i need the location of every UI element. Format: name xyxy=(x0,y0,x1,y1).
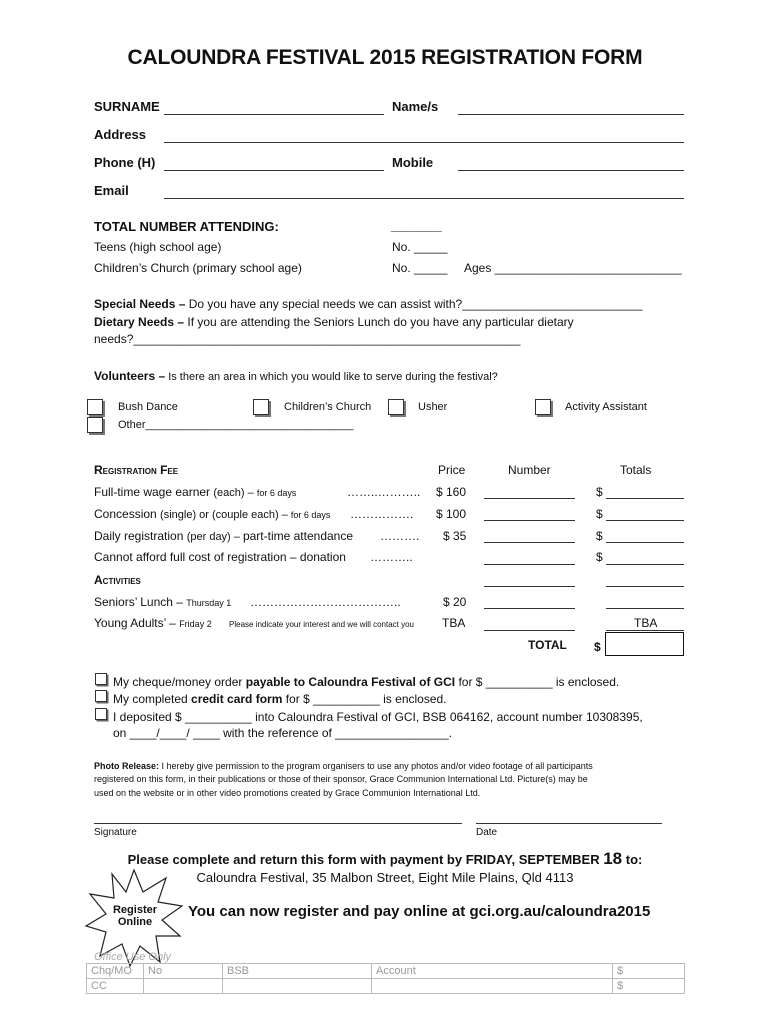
fee-number-field[interactable] xyxy=(484,564,575,565)
register-online-line-2: Online xyxy=(117,916,153,928)
office-cell: CC xyxy=(87,979,144,994)
fee-qualifier: (per day) – xyxy=(186,531,243,543)
fee-label: Full-time wage earner xyxy=(94,485,214,499)
fee-label: Daily registration xyxy=(94,529,187,543)
number-header: Number xyxy=(508,463,551,477)
volunteers-label: Volunteers – xyxy=(94,369,166,383)
dietary-needs-label: Dietary Needs – xyxy=(94,315,185,329)
volunteers-row xyxy=(94,369,498,383)
fee-total-field[interactable] xyxy=(606,498,684,499)
teens-number-field[interactable]: No. _____ xyxy=(392,240,448,254)
page-title: CALOUNDRA FESTIVAL 2015 REGISTRATION FORM xyxy=(127,46,643,69)
fee-price: $ 35 xyxy=(443,529,467,543)
cheque-amount: for $ __________ is enclosed. xyxy=(455,675,620,689)
photo-release-label: Photo Release: xyxy=(94,761,160,771)
fee-dollar: $ xyxy=(596,529,603,543)
cheque-checkbox[interactable] xyxy=(95,673,107,685)
needs-field[interactable]: needs?__________________________________________________________ xyxy=(94,332,521,346)
return-day: 18 xyxy=(603,849,623,868)
credit-amount: for $ __________ is enclosed. xyxy=(282,692,447,706)
fee-price: $ 100 xyxy=(436,507,467,521)
bush-dance-label: Bush Dance xyxy=(118,401,178,413)
fee-dots: ……..……….. xyxy=(347,485,421,499)
return-text: Please complete and return this form with payment by FRIDAY, SEPTEMBER xyxy=(127,852,604,867)
grand-total-field[interactable] xyxy=(605,632,684,656)
cheque-payee: payable to Caloundra Festival of GCI xyxy=(245,675,456,689)
bush-dance-checkbox[interactable] xyxy=(87,399,103,415)
seniors-price: $ 20 xyxy=(443,595,467,609)
surname-field[interactable] xyxy=(164,114,384,115)
email-field[interactable] xyxy=(164,198,684,199)
young-adults-total: TBA xyxy=(634,616,658,630)
address-label: Address xyxy=(94,127,147,142)
fee-number-field[interactable] xyxy=(484,542,575,543)
photo-release-text-1: I hereby give permission to the program organisers to use any photos and/or video footage of all participants xyxy=(159,761,593,771)
register-online-badge[interactable] xyxy=(110,904,160,928)
price-header: Price xyxy=(438,463,466,477)
fee-dots: ……….. xyxy=(370,550,413,564)
cheque-text-a: My cheque/money order xyxy=(113,675,246,689)
fee-dollar: $ xyxy=(596,485,603,499)
total-dollar: $ xyxy=(594,640,601,654)
date-label: Date xyxy=(476,827,498,838)
fee-price: $ 160 xyxy=(436,485,467,499)
activity-assistant-checkbox[interactable] xyxy=(535,399,551,415)
mobile-field[interactable] xyxy=(458,170,684,171)
activities-number-field[interactable] xyxy=(484,586,575,587)
seniors-total-field[interactable] xyxy=(606,608,684,609)
signature-field[interactable] xyxy=(94,823,462,824)
fee-total-field[interactable] xyxy=(606,520,684,521)
young-adults-total-line xyxy=(606,630,684,631)
fee-duration: for 6 days xyxy=(256,488,297,498)
registration-fee-heading: Registration Fee xyxy=(94,463,179,477)
young-adults-day: Friday 2 xyxy=(179,619,212,629)
special-needs-row[interactable] xyxy=(94,297,642,311)
surname-label: SURNAME xyxy=(94,99,160,114)
total-label: TOTAL xyxy=(528,638,567,652)
office-cell xyxy=(144,979,223,994)
totals-header: Totals xyxy=(620,463,652,477)
young-adults-label xyxy=(94,616,212,630)
young-adults-number-field[interactable] xyxy=(484,630,575,631)
mobile-label: Mobile xyxy=(392,155,434,170)
office-cell xyxy=(223,979,372,994)
email-label: Email xyxy=(94,183,129,198)
fee-duration: for 6 days xyxy=(290,510,331,520)
return-instructions xyxy=(0,849,770,869)
seniors-lunch-day: Thursday 1 xyxy=(186,598,232,608)
young-adults-note: Please indicate your interest and we will contact you xyxy=(229,620,414,629)
activity-assistant-label: Activity Assistant xyxy=(565,401,647,413)
teens-label: Teens (high school age) xyxy=(94,240,222,254)
fee-dots: ………. xyxy=(380,529,420,543)
fee-duration: part-time attendance xyxy=(242,529,354,543)
date-field[interactable] xyxy=(476,823,662,824)
fee-dollar: $ xyxy=(596,550,603,564)
deposit-text: I deposited $ __________ into Caloundra Festival of GCI, BSB 064162, account number 10308395, xyxy=(113,710,643,724)
young-adults-title: Young Adults’ – xyxy=(94,616,180,630)
total-attending-field[interactable]: _______ xyxy=(391,218,442,233)
seniors-number-field[interactable] xyxy=(484,608,575,609)
other-field[interactable]: Other__________________________________ xyxy=(118,419,354,431)
fee-row-concession xyxy=(94,507,330,521)
fee-number-field[interactable] xyxy=(484,498,575,499)
photo-release-line-3: used on the website or in other video promotions created by Grace Communion International Ltd. xyxy=(94,788,481,798)
office-cell: Chq/MO xyxy=(87,964,144,979)
fee-row-donation: Cannot afford full cost of registration – donation xyxy=(94,550,346,564)
credit-card-form-label: credit card form xyxy=(191,692,283,706)
volunteers-text: Is there an area in which you would like to serve during the festival? xyxy=(165,371,498,383)
seniors-lunch-label xyxy=(94,595,231,609)
children-label: Children’s Church (primary school age) xyxy=(94,261,302,275)
address-field[interactable] xyxy=(164,142,684,143)
children-number-field[interactable]: No. _____ xyxy=(392,261,448,275)
names-field[interactable] xyxy=(458,114,684,115)
attending-heading: TOTAL NUMBER ATTENDING: xyxy=(94,219,279,234)
deposit-checkbox[interactable] xyxy=(95,708,107,720)
office-cell: BSB xyxy=(223,964,372,979)
return-address: Caloundra Festival, 35 Malbon Street, Eight Mile Plains, Qld 4113 xyxy=(196,870,574,885)
phone-field[interactable] xyxy=(164,170,384,171)
usher-checkbox[interactable] xyxy=(388,399,404,415)
office-cell: Account xyxy=(372,964,613,979)
office-use-heading: Office Use Only xyxy=(94,951,172,963)
fee-number-field[interactable] xyxy=(484,520,575,521)
activities-total-field[interactable] xyxy=(606,586,684,587)
office-cell: No xyxy=(144,964,223,979)
fee-total-field[interactable] xyxy=(606,564,684,565)
fee-dollar: $ xyxy=(596,507,603,521)
childrens-church-label: Children’s Church xyxy=(284,401,372,413)
usher-label: Usher xyxy=(418,401,448,413)
credit-card-text xyxy=(113,692,447,706)
photo-release-line-2: registered on this form, in their publications or those of their sponsor, Grace Communion International Ltd. Picture(s) may be xyxy=(94,774,588,784)
special-needs-text: Do you have any special needs we can assist with?___________________________ xyxy=(185,297,643,311)
ages-field[interactable]: Ages ____________________________ xyxy=(464,261,682,275)
signature-label: Signature xyxy=(94,827,137,838)
return-to: to: xyxy=(622,852,643,867)
office-cell: $ xyxy=(613,979,685,994)
phone-label: Phone (H) xyxy=(94,155,156,170)
fee-dots: ……………. xyxy=(350,507,414,521)
seniors-dots: ……………………………….. xyxy=(250,595,401,609)
office-cell: $ xyxy=(613,964,685,979)
other-checkbox[interactable] xyxy=(87,417,103,433)
fee-qualifier: (each) – xyxy=(213,487,257,499)
online-registration-link[interactable]: You can now register and pay online at gci.org.au/caloundra2015 xyxy=(188,903,651,920)
seniors-lunch-title: Seniors’ Lunch – xyxy=(94,595,187,609)
dietary-needs-text: If you are attending the Seniors Lunch do you have any particular dietary xyxy=(184,315,574,329)
deposit-date-reference[interactable]: on ____/____/ ____ with the reference of _________________. xyxy=(113,726,452,740)
register-online-line-1: Register xyxy=(112,904,158,916)
special-needs-label: Special Needs – xyxy=(94,297,186,311)
credit-card-checkbox[interactable] xyxy=(95,690,107,702)
young-adults-price: TBA xyxy=(442,616,466,630)
fee-row-fulltime xyxy=(94,485,296,499)
fee-qualifier: (single) or (couple each) – xyxy=(160,509,291,521)
fee-total-field[interactable] xyxy=(606,542,684,543)
cheque-text xyxy=(113,675,619,689)
fee-label: Concession xyxy=(94,507,161,521)
table-row xyxy=(87,979,685,994)
office-cell xyxy=(372,979,613,994)
activities-heading: Activities xyxy=(94,573,141,587)
names-label: Name/s xyxy=(392,99,439,114)
table-row xyxy=(87,964,685,979)
childrens-church-checkbox[interactable] xyxy=(253,399,269,415)
photo-release-line-1 xyxy=(94,761,593,771)
fee-row-daily xyxy=(94,529,353,543)
dietary-needs-row xyxy=(94,315,574,329)
credit-text-a: My completed xyxy=(113,692,192,706)
office-use-table xyxy=(86,963,685,994)
